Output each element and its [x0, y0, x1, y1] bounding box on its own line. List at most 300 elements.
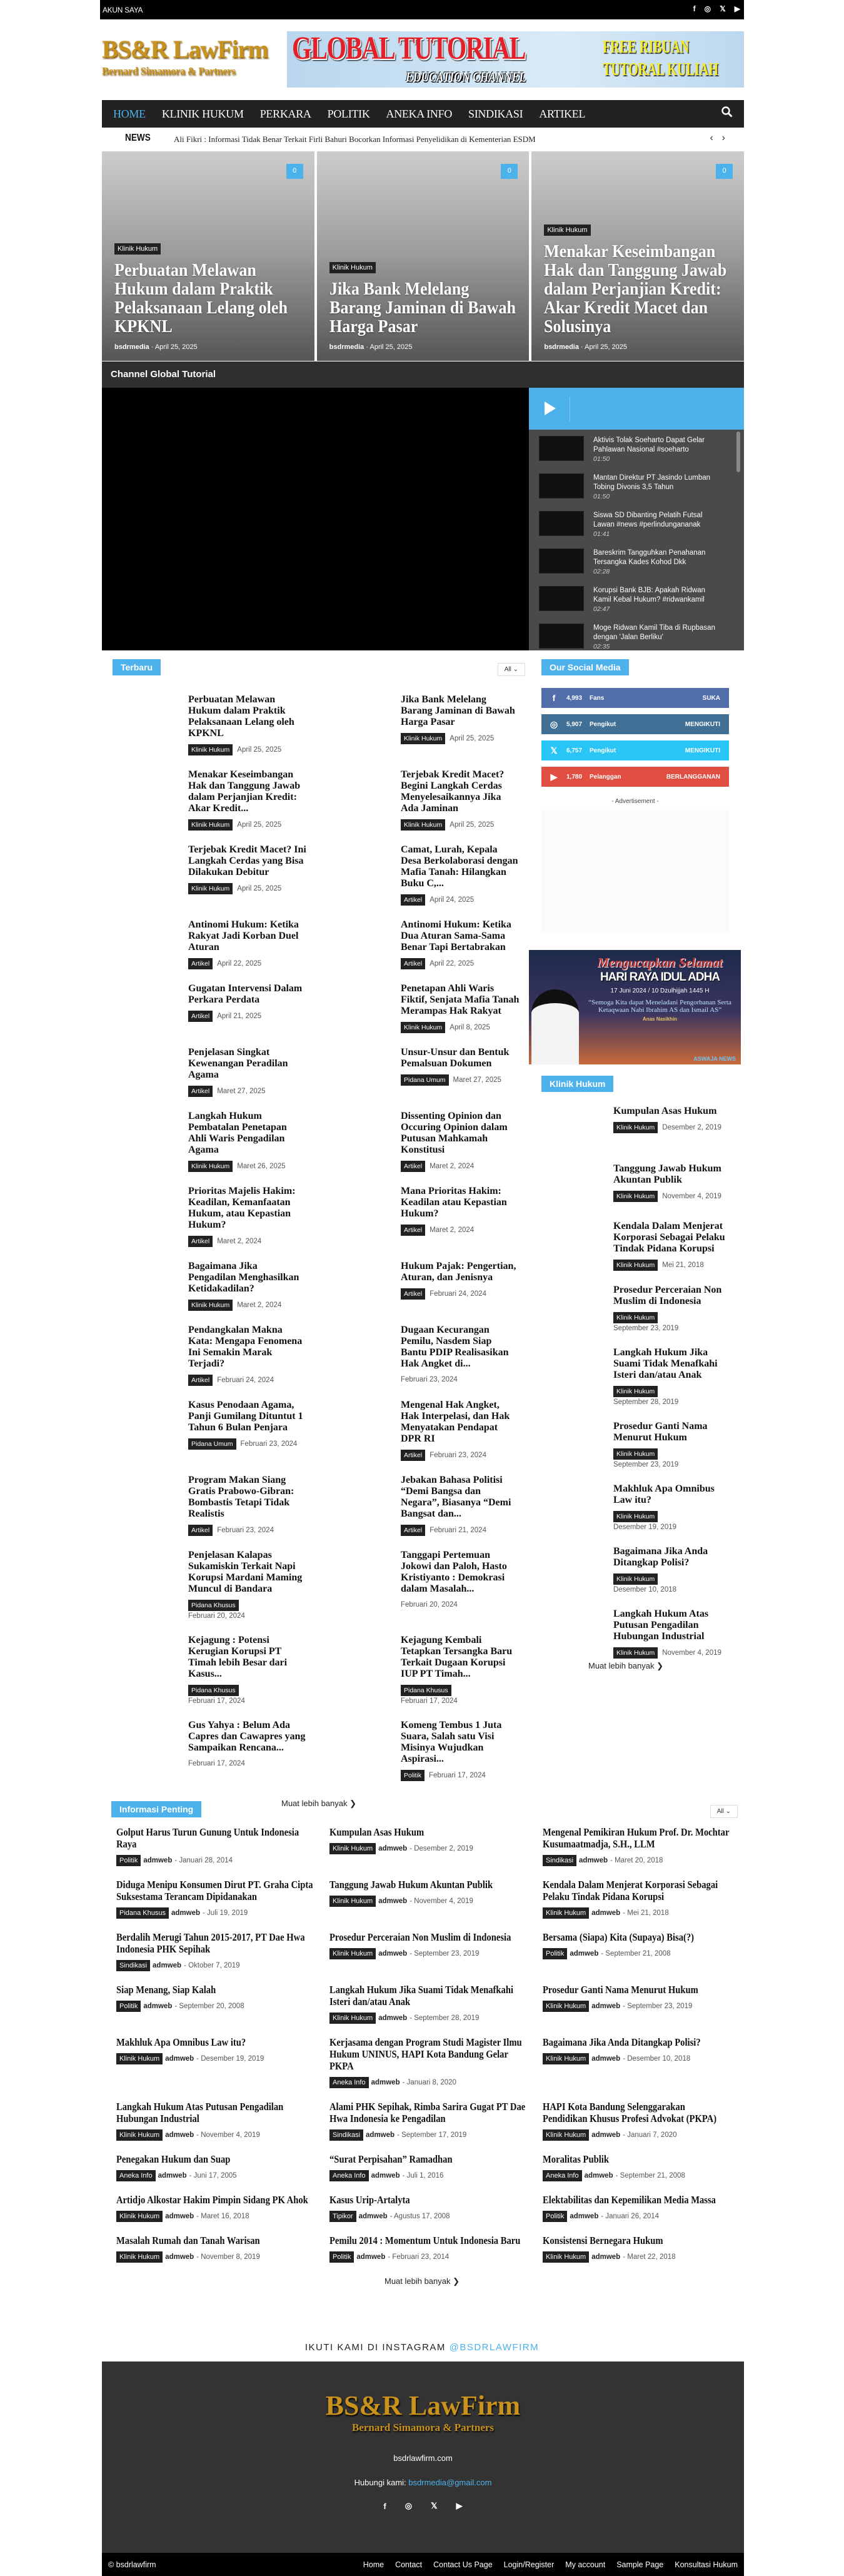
- category-tag[interactable]: Artikel: [401, 1450, 425, 1461]
- post-title[interactable]: Penetapan Ahli Waris Fiktif, Senjata Mafia Tanah Merampas Hak Rakyat: [401, 983, 520, 1016]
- category-tag[interactable]: Klinik Hukum: [613, 1448, 658, 1460]
- category-tag[interactable]: Pidana Khusus: [116, 1907, 169, 1919]
- post-date: April 25, 2025: [154, 343, 198, 351]
- post-title[interactable]: Terjebak Kredit Macet? Begini Langkah Cerdas Menyelesaikannya Jika Ada Jaminan: [401, 769, 505, 814]
- nav-item-klinik-hukum[interactable]: KLINIK HUKUM: [161, 107, 244, 120]
- post-title[interactable]: Kejagung : Potensi Kerugian Korupsi PT Timah lebih Besar dari Kasus...: [188, 1635, 288, 1679]
- list-item: [113, 919, 325, 983]
- video-title[interactable]: Korupsi Bank BJB: Apakah Ridwan Kamil Kebal Hukum? #ridwankamil: [593, 587, 705, 604]
- list-item: [325, 983, 525, 1047]
- post-meta: Klinik Hukum admweb - Desember 2, 2019: [329, 1843, 530, 1854]
- category-filter-dropdown[interactable]: All ⌄: [498, 663, 525, 676]
- x-icon[interactable]: 𝕏: [431, 2501, 438, 2510]
- category-tag[interactable]: Politik: [401, 1770, 425, 1781]
- post-title[interactable]: Penegakan Hukum dan Suap: [116, 2153, 231, 2165]
- author[interactable]: admweb: [358, 2213, 388, 2220]
- youtube-icon[interactable]: ▶: [734, 4, 740, 13]
- author[interactable]: admweb: [378, 1845, 408, 1852]
- terbaru-list: [113, 694, 525, 1795]
- post-meta: Klinik Hukum admweb - Januari 7, 2020: [543, 2129, 731, 2141]
- post-title[interactable]: Mana Prioritas Hakim: Keadilan atau Kepastian Hukum?: [401, 1186, 507, 1219]
- category-tag[interactable]: Pidana Khusus: [188, 1685, 239, 1696]
- post-title[interactable]: Bersama (Siapa) Kita (Supaya) Bisa(?): [543, 1931, 695, 1943]
- post-title[interactable]: Masalah Rumah dan Tanah Warisan: [116, 2235, 260, 2246]
- hero-tile[interactable]: [531, 151, 744, 361]
- post-date: November 4, 2019: [662, 1193, 721, 1200]
- post-title[interactable]: Camat, Lurah, Kepala Desa Berkolaborasi dengan Mafia Tanah: Hilangkan Buku C,...: [401, 844, 518, 889]
- category-tag[interactable]: Klinik Hukum: [544, 225, 590, 236]
- post-title[interactable]: Siap Menang, Siap Kalah: [116, 1984, 216, 1996]
- footer-link[interactable]: Sample Page: [616, 2560, 664, 2569]
- author[interactable]: admweb: [143, 1857, 173, 1864]
- post-title[interactable]: Dugaan Kecurangan Pemilu, Nasdem Siap Bantu PDIP Realisasikan Hak Angket di...: [401, 1325, 509, 1369]
- footer-logo-subtitle: Bernard Simamora & Partners: [351, 2422, 495, 2433]
- category-tag[interactable]: Artikel: [401, 894, 425, 906]
- post-title[interactable]: Moralitas Publik: [543, 2153, 610, 2165]
- playlist-item[interactable]: [529, 505, 744, 542]
- post-date: Maret 2, 2024: [430, 1226, 475, 1234]
- post-date: September 23, 2019: [613, 1325, 679, 1332]
- hero-title[interactable]: Jika Bank Melelang Barang Jaminan di Bawah Harga Pasar: [329, 279, 516, 336]
- post-title[interactable]: Penjelasan Kalapas Sukamiskin Terkait Napi Korupsi Mardani Maming Muncul di Bandara: [188, 1550, 303, 1594]
- post-title[interactable]: Makhluk Apa Omnibus Law itu?: [116, 2036, 246, 2048]
- facebook-icon[interactable]: f: [693, 4, 696, 13]
- video-title[interactable]: Siswa SD Dibanting Pelatih Futsal Lawan #news #perlindungananak: [593, 512, 703, 528]
- footer-bottom-bar: [102, 2553, 744, 2576]
- author[interactable]: admweb: [165, 2253, 194, 2261]
- advertisement-slot[interactable]: [541, 810, 729, 932]
- category-tag[interactable]: Klinik Hukum: [329, 262, 376, 273]
- post-title[interactable]: Bagaimana Jika Anda Ditangkap Polisi?: [613, 1546, 708, 1568]
- post-meta: Klinik Hukum admweb - November 4, 2019: [116, 2129, 317, 2141]
- post-title[interactable]: Kendala Dalam Menjerat Korporasi Sebagai Pelaku Tindak Pidana Korupsi: [543, 1879, 718, 1902]
- nav-item-aneka-info[interactable]: ANEKA INFO: [386, 107, 453, 120]
- post-title[interactable]: Alami PHK Sepihak, Rimba Sarira Gugat PT Dae Hwa Indonesia ke Pengadilan: [329, 2101, 526, 2124]
- post-meta: bsdrmedia · April 25, 2025: [544, 343, 628, 351]
- post-title[interactable]: Langkah Hukum Atas Putusan Pengadilan Hubungan Industrial: [116, 2101, 284, 2124]
- instagram-icon[interactable]: ◎: [404, 2501, 413, 2510]
- post-title[interactable]: Menakar Keseimbangan Hak dan Tanggung Jawab dalam Perjanjian Kredit: Akar Kredit...: [188, 769, 301, 814]
- post-title[interactable]: Gus Yahya : Belum Ada Capres dan Cawapres yang Sampaikan Rencana...: [188, 1720, 306, 1753]
- category-tag[interactable]: Politik: [543, 1948, 567, 1959]
- playlist-item[interactable]: [529, 430, 744, 467]
- post-title[interactable]: Kumpulan Asas Hukum: [613, 1106, 717, 1116]
- category-tag[interactable]: Artikel: [188, 1086, 213, 1097]
- category-tag[interactable]: Klinik Hukum: [329, 1843, 376, 1854]
- category-tag[interactable]: Artikel: [401, 1525, 425, 1536]
- category-tag[interactable]: Politik: [116, 1855, 141, 1866]
- post-title[interactable]: Berdalih Merugi Tahun 2015-2017, PT Dae Hwa Indonesia PHK Sepihak: [116, 1931, 305, 1955]
- category-tag[interactable]: Klinik Hukum: [329, 1896, 376, 1907]
- post-title[interactable]: Makhluk Apa Omnibus Law itu?: [613, 1483, 715, 1505]
- post-title[interactable]: “Surat Perpisahan” Ramadhan: [329, 2153, 453, 2165]
- category-tag[interactable]: Klinik Hukum: [543, 2251, 589, 2263]
- advertisement-label: - Advertisement -: [611, 798, 659, 805]
- post-title[interactable]: Artidjo Alkostar Hakim Pimpin Sidang PK Ahok: [116, 2194, 308, 2206]
- category-tag[interactable]: Artikel: [188, 1011, 213, 1022]
- instagram-icon: ◎: [550, 719, 558, 729]
- social-row-facebook[interactable]: [541, 688, 729, 708]
- post-title[interactable]: Unsur-Unsur dan Bentuk Pemalsuan Dokumen: [401, 1047, 510, 1069]
- list-item: [116, 2194, 329, 2235]
- author[interactable]: admweb: [378, 1950, 408, 1957]
- hero-tile[interactable]: [102, 151, 314, 361]
- footer-link[interactable]: Konsultasi Hukum: [675, 2560, 738, 2569]
- footer-link[interactable]: Login/Register: [503, 2560, 555, 2569]
- post-title[interactable]: Langkah Hukum Pembatalan Penetapan Ahli Waris Pengadilan Agama: [188, 1111, 287, 1155]
- list-item: [325, 1186, 525, 1261]
- list-item: [543, 1931, 744, 1984]
- post-title[interactable]: Bagaimana Jika Pengadilan Menghasilkan Ketidakadilan?: [188, 1261, 299, 1294]
- hero-title[interactable]: Perbuatan Melawan Hukum dalam Praktik Pelaksanaan Lelang oleh KPKNL: [114, 260, 288, 336]
- author[interactable]: admweb: [378, 1897, 408, 1905]
- facebook-icon[interactable]: f: [383, 2501, 386, 2511]
- post-title[interactable]: Langkah Hukum Jika Suami Tidak Menafkahi Isteri dan/atau Anak: [613, 1347, 718, 1380]
- search-icon[interactable]: [721, 106, 733, 118]
- post-meta: [401, 894, 525, 906]
- author[interactable]: bsdrmedia: [544, 343, 579, 351]
- category-tag[interactable]: Artikel: [188, 1525, 213, 1536]
- author[interactable]: admweb: [591, 2131, 621, 2139]
- category-tag[interactable]: Klinik Hukum: [543, 2053, 589, 2064]
- author[interactable]: admweb: [143, 2003, 173, 2010]
- category-tag[interactable]: Sindikasi: [329, 2129, 363, 2141]
- video-title[interactable]: Mantan Direktur PT Jasindo Lumban Tobing Divonis 3,5 Tahun: [593, 474, 711, 491]
- category-tag[interactable]: Pidana Khusus: [188, 1600, 239, 1611]
- post-title[interactable]: Mengenal Hak Angket, Hak Interpelasi, dan Hak Menyatakan Pendapat DPR RI: [401, 1400, 510, 1444]
- post-date: Februari 23, 2024: [240, 1440, 298, 1448]
- category-tag[interactable]: Politik: [543, 2211, 567, 2222]
- post-title[interactable]: Prosedur Perceraian Non Muslim di Indonesia: [613, 1285, 722, 1306]
- post-title[interactable]: Perbuatan Melawan Hukum dalam Praktik Pelaksanaan Lelang oleh KPKNL: [188, 694, 294, 739]
- post-title[interactable]: Elektabilitas dan Kepemilikan Media Massa: [543, 2194, 716, 2206]
- post-title[interactable]: Antinomi Hukum: Ketika Rakyat Jadi Korban Duel Aturan: [188, 919, 299, 952]
- author[interactable]: admweb: [153, 1962, 182, 1969]
- follower-count: 6,757: [566, 747, 583, 754]
- post-title[interactable]: Penjelasan Singkat Kewenangan Peradilan Agama: [188, 1047, 288, 1080]
- list-item: [325, 1400, 525, 1475]
- post-title[interactable]: Dissenting Opinion dan Occuring Opinion dalam Putusan Mahkamah Konstitusi: [401, 1111, 508, 1155]
- category-tag[interactable]: Klinik Hukum: [613, 1312, 658, 1323]
- post-title[interactable]: Tanggapi Pertemuan Jokowi dan Paloh, Hasto Kristiyanto : Demokrasi dalam Masalah...: [401, 1550, 507, 1594]
- social-action-button[interactable]: MENGIKUTI: [685, 720, 720, 728]
- post-title[interactable]: Kumpulan Asas Hukum: [329, 1826, 425, 1838]
- my-account-link[interactable]: AKUN SAYA: [103, 6, 143, 14]
- category-tag[interactable]: Tipikor: [329, 2211, 356, 2222]
- post-meta: [401, 1685, 525, 1706]
- category-tag[interactable]: Artikel: [188, 1236, 213, 1247]
- category-tag[interactable]: Klinik Hukum: [543, 1907, 589, 1919]
- ticker-next-icon[interactable]: ›: [721, 133, 725, 143]
- category-tag[interactable]: Sindikasi: [543, 1855, 576, 1866]
- post-title[interactable]: Jebakan Bahasa Politisi “Demi Bangsa dan Negara”, Biasanya “Demi Bangsat dan...: [401, 1475, 511, 1519]
- social-row-youtube[interactable]: [541, 767, 729, 787]
- playlist-item[interactable]: [529, 617, 744, 650]
- post-title[interactable]: Diduga Menipu Konsumen Dirut PT. Graha Cipta Suksestama Terancam Dipidanakan: [116, 1879, 313, 1902]
- category-tag[interactable]: Pidana Umum: [401, 1074, 449, 1086]
- post-date: April 21, 2025: [217, 1013, 262, 1020]
- author[interactable]: admweb: [570, 2213, 599, 2220]
- category-tag[interactable]: Klinik Hukum: [188, 1161, 233, 1172]
- ticker-headline[interactable]: Ali Fikri : Informasi Tidak Benar Terkait Firli Bahuri Bocorkan Informasi Penyelidikan di Kementerian ESDM: [174, 134, 536, 144]
- post-title[interactable]: Kerjasama dengan Program Studi Magister Ilmu Hukum UNINUS, HAPI Kota Bandung Gelar PKPA: [329, 2036, 522, 2072]
- category-tag[interactable]: Klinik Hukum: [613, 1511, 658, 1522]
- post-title[interactable]: Prosedur Ganti Nama Menurut Hukum: [613, 1421, 708, 1443]
- site-logo[interactable]: [102, 35, 283, 88]
- video-duration: 01:41: [593, 530, 610, 538]
- footer-link[interactable]: My account: [565, 2560, 606, 2569]
- category-tag[interactable]: Klinik Hukum: [329, 2013, 376, 2024]
- post-meta: [188, 1759, 325, 1769]
- category-tag[interactable]: Klinik Hukum: [613, 1647, 658, 1659]
- category-tag[interactable]: Artikel: [401, 958, 425, 969]
- category-tag[interactable]: Klinik Hukum: [401, 733, 445, 744]
- category-tag[interactable]: Klinik Hukum: [401, 819, 445, 831]
- post-title[interactable]: Langkah Hukum Jika Suami Tidak Menafkahi Isteri dan/atau Anak: [329, 1984, 514, 2008]
- post-title[interactable]: Kasus Penodaan Agama, Panji Gumilang Dituntut 1 Tahun 6 Bulan Penjara: [188, 1400, 303, 1433]
- author[interactable]: bsdrmedia: [329, 343, 364, 351]
- hero-tile-content: [114, 243, 306, 351]
- video-title[interactable]: Moge Ridwan Kamil Tiba di Rupbasan dengan 'Jalan Berliku': [593, 624, 715, 641]
- post-title[interactable]: HAPI Kota Bandung Selenggarakan Pendidikan Khusus Profesi Advokat (PKPA): [543, 2101, 717, 2124]
- video-duration: 01:50: [593, 493, 610, 500]
- footer-logo[interactable]: [102, 2391, 744, 2435]
- idul-adha-ad-banner[interactable]: [529, 950, 741, 1064]
- video-duration: 02:47: [593, 605, 610, 613]
- comment-count-badge[interactable]: 0: [716, 164, 733, 179]
- list-item: [541, 1106, 741, 1149]
- post-title[interactable]: Prosedur Ganti Nama Menurut Hukum: [543, 1984, 698, 1996]
- playlist-item[interactable]: [529, 580, 744, 617]
- post-meta: [188, 1086, 325, 1097]
- author[interactable]: admweb: [371, 2079, 400, 2086]
- nav-item-artikel[interactable]: ARTIKEL: [539, 107, 586, 120]
- nav-item-politik[interactable]: POLITIK: [327, 107, 370, 120]
- list-item: [329, 1879, 543, 1931]
- category-tag[interactable]: Klinik Hukum: [613, 1386, 658, 1397]
- category-tag[interactable]: Klinik Hukum: [116, 2129, 163, 2141]
- ticker-prev-icon[interactable]: ‹: [710, 133, 713, 143]
- author[interactable]: admweb: [591, 2055, 621, 2063]
- load-more-button[interactable]: Muat lebih banyak ❯: [281, 1799, 357, 1808]
- ad-brand: ASWAJA NEWS: [693, 1056, 736, 1062]
- instagram-icon[interactable]: ◎: [704, 4, 711, 13]
- post-title[interactable]: Program Makan Siang Gratis Prabowo-Gibran: Bombastis Tetapi Tidak Realistis: [188, 1475, 294, 1519]
- footer-link[interactable]: Home: [363, 2560, 384, 2569]
- category-tag[interactable]: Klinik Hukum: [116, 2251, 163, 2263]
- author[interactable]: admweb: [165, 2055, 194, 2063]
- social-media-widget: [541, 659, 729, 932]
- social-action-button[interactable]: MENGIKUTI: [685, 747, 720, 754]
- post-date: Februari 17, 2024: [188, 1697, 245, 1705]
- post-date: Januari 7, 2020: [627, 2131, 677, 2139]
- category-tag[interactable]: Klinik Hukum: [613, 1573, 658, 1585]
- category-tag[interactable]: Aneka Info: [543, 2170, 582, 2181]
- person-photo: [531, 989, 579, 1064]
- section-label: Klinik Hukum: [541, 1076, 613, 1092]
- category-tag[interactable]: Politik: [116, 2001, 141, 2012]
- load-more-button[interactable]: Muat lebih banyak ❯: [384, 2276, 460, 2286]
- post-date: November 4, 2019: [662, 1649, 721, 1657]
- post-title[interactable]: Kejagung Kembali Tetapkan Tersangka Baru Terkait Dugaan Korupsi IUP PT Timah...: [401, 1635, 513, 1679]
- post-title[interactable]: Kasus Urip-Artalyta: [329, 2194, 410, 2206]
- hero-tile[interactable]: [317, 151, 530, 361]
- informasi-penting-section: [116, 1801, 744, 2286]
- post-date: Januari 26, 2014: [605, 2213, 660, 2220]
- post-title[interactable]: Kendala Dalam Menjerat Korporasi Sebagai Pelaku Tindak Pidana Korupsi: [613, 1221, 725, 1254]
- category-tag[interactable]: Aneka Info: [116, 2170, 156, 2181]
- post-title[interactable]: Tanggung Jawab Hukum Akuntan Publik: [329, 1879, 493, 1891]
- playlist-item[interactable]: [529, 467, 744, 505]
- comment-count-badge[interactable]: 0: [501, 164, 518, 179]
- post-title[interactable]: Langkah Hukum Atas Putusan Pengadilan Hubungan Industrial: [613, 1609, 709, 1642]
- author[interactable]: admweb: [165, 2131, 194, 2139]
- author[interactable]: admweb: [356, 2253, 386, 2261]
- social-row-x[interactable]: [541, 740, 729, 760]
- category-tag[interactable]: Pidana Umum: [188, 1438, 236, 1450]
- category-tag[interactable]: Klinik Hukum: [329, 1948, 376, 1959]
- list-item: [541, 1163, 741, 1207]
- hero-title[interactable]: Menakar Keseimbangan Hak dan Tanggung Jawab dalam Perjanjian Kredit: Akar Kredit Macet dan Solusinya: [544, 241, 727, 336]
- author[interactable]: admweb: [158, 2172, 187, 2179]
- post-title[interactable]: Prosedur Perceraian Non Muslim di Indonesia: [329, 1931, 511, 1943]
- author[interactable]: admweb: [378, 2014, 408, 2022]
- nav-item-perkara[interactable]: PERKARA: [259, 107, 311, 120]
- category-tag[interactable]: Klinik Hukum: [543, 2129, 589, 2141]
- post-title[interactable]: Komeng Tembus 1 Juta Suara, Salah satu Visi Misinya Wujudkan Aspirasi...: [401, 1720, 502, 1764]
- author[interactable]: admweb: [366, 2131, 395, 2139]
- post-title[interactable]: Jika Bank Melelang Barang Jaminan di Bawah Harga Pasar: [401, 694, 515, 727]
- post-meta: [613, 1122, 741, 1133]
- post-date: Maret 26, 2025: [237, 1163, 286, 1170]
- video-title[interactable]: Bareskrim Tangguhkan Penahanan Tersangka Kades Kohod Dkk: [593, 549, 706, 566]
- footer-link[interactable]: Contact Us Page: [433, 2560, 493, 2569]
- follower-unit: Pengikut: [590, 720, 616, 728]
- post-title[interactable]: Bagaimana Jika Anda Ditangkap Polisi?: [543, 2036, 701, 2048]
- category-tag[interactable]: Artikel: [188, 958, 213, 969]
- category-tag[interactable]: Sindikasi: [116, 1960, 150, 1971]
- comment-count-badge[interactable]: 0: [286, 164, 303, 179]
- author[interactable]: admweb: [584, 2172, 613, 2179]
- post-date: April 25, 2025: [450, 821, 495, 829]
- channel-header: Channel Global Tutorial: [102, 361, 744, 388]
- category-tag[interactable]: Politik: [329, 2251, 354, 2263]
- video-thumbnail[interactable]: [539, 436, 584, 461]
- video-title[interactable]: Aktivis Tolak Soeharto Dapat Gelar Pahlawan Nasional #soeharto: [593, 437, 705, 453]
- post-title[interactable]: Golput Harus Turun Gunung Untuk Indonesia Raya: [116, 1826, 299, 1850]
- post-title[interactable]: Hukum Pajak: Pengertian, Aturan, dan Jenisnya: [401, 1261, 516, 1283]
- post-title[interactable]: Konsistensi Bernegara Hukum: [543, 2235, 663, 2246]
- nav-item-sindikasi[interactable]: SINDIKASI: [468, 107, 523, 120]
- playlist-scrollbar[interactable]: [736, 432, 740, 472]
- author[interactable]: admweb: [579, 1857, 608, 1864]
- author[interactable]: admweb: [591, 2253, 621, 2261]
- category-tag[interactable]: Klinik Hukum: [116, 2211, 163, 2222]
- category-tag[interactable]: Klinik Hukum: [116, 2053, 163, 2064]
- post-meta: Tipikor admweb - Agustus 17, 2008: [329, 2211, 530, 2222]
- load-more-label: Muat lebih banyak: [588, 1661, 655, 1670]
- footer-link[interactable]: Contact: [395, 2560, 423, 2569]
- category-tag[interactable]: Artikel: [401, 1161, 425, 1172]
- header-banner-ad[interactable]: [287, 31, 744, 88]
- post-title[interactable]: Tanggung Jawab Hukum Akuntan Publik: [613, 1163, 721, 1185]
- post-title[interactable]: Gugatan Intervensi Dalam Perkara Perdata: [188, 983, 303, 1005]
- category-tag[interactable]: Aneka Info: [329, 2170, 369, 2181]
- author[interactable]: admweb: [165, 2213, 194, 2220]
- category-tag[interactable]: Klinik Hukum: [114, 243, 161, 255]
- list-item: [329, 2235, 543, 2275]
- category-tag[interactable]: Klinik Hukum: [613, 1260, 658, 1271]
- post-title[interactable]: Antinomi Hukum: Ketika Dua Aturan Sama-Sama Benar Tapi Bertabrakan: [401, 919, 511, 952]
- category-tag[interactable]: Klinik Hukum: [188, 819, 233, 831]
- social-action-button[interactable]: SUKA: [702, 694, 720, 702]
- post-date: Desember 2, 2019: [414, 1845, 473, 1852]
- youtube-icon[interactable]: ▶: [456, 2501, 463, 2510]
- list-item: [113, 1475, 325, 1550]
- post-title[interactable]: Pendangkalan Makna Kata: Mengapa Fenomena Ini Semakin Marak Terjadi?: [188, 1325, 303, 1369]
- list-item: [543, 2194, 744, 2235]
- category-tag[interactable]: Pidana Khusus: [401, 1685, 451, 1696]
- nav-item-home[interactable]: HOME: [113, 107, 146, 120]
- copyright: © bsdrlawfirm: [108, 2560, 156, 2569]
- category-tag[interactable]: Klinik Hukum: [401, 1022, 445, 1033]
- category-tag[interactable]: Aneka Info: [329, 2077, 369, 2088]
- post-title[interactable]: Pemilu 2014 : Momentum Untuk Indonesia Baru: [329, 2235, 521, 2246]
- category-filter-dropdown[interactable]: All ⌄: [710, 1805, 738, 1818]
- category-tag[interactable]: Klinik Hukum: [188, 883, 233, 894]
- post-title[interactable]: Prioritas Majelis Hakim: Keadilan, Kemanfaatan Hukum, atau Kepastian Hukum?: [188, 1186, 296, 1230]
- social-row-instagram[interactable]: [541, 714, 729, 734]
- video-thumbnail[interactable]: [539, 473, 584, 498]
- playlist-item[interactable]: [529, 542, 744, 580]
- footer-links: [363, 2560, 738, 2569]
- post-title[interactable]: Terjebak Kredit Macet? Ini Langkah Cerdas yang Bisa Dilakukan Debitur: [188, 844, 306, 877]
- list-item: [116, 2153, 329, 2194]
- x-icon[interactable]: 𝕏: [720, 4, 726, 13]
- category-tag[interactable]: Artikel: [188, 1375, 213, 1386]
- video-player[interactable]: [102, 388, 529, 650]
- video-thumbnail[interactable]: [539, 548, 584, 573]
- video-thumbnail[interactable]: [539, 511, 584, 536]
- category-tag[interactable]: Artikel: [401, 1288, 425, 1300]
- category-tag[interactable]: Klinik Hukum: [613, 1122, 658, 1133]
- social-action-button[interactable]: BERLANGGANAN: [666, 773, 720, 780]
- author[interactable]: bsdrmedia: [114, 343, 149, 351]
- list-item: [113, 983, 325, 1047]
- author[interactable]: admweb: [591, 2003, 621, 2010]
- instagram-handle-link[interactable]: @BSDRLAWFIRM: [449, 2342, 540, 2353]
- load-more-button[interactable]: Muat lebih banyak ❯: [588, 1661, 664, 1670]
- category-tag[interactable]: Klinik Hukum: [613, 1191, 658, 1202]
- category-tag[interactable]: Artikel: [401, 1225, 425, 1236]
- author[interactable]: admweb: [570, 1950, 599, 1957]
- post-meta: [613, 1448, 741, 1470]
- video-thumbnail[interactable]: [539, 624, 584, 649]
- post-title[interactable]: Mengenal Pemikiran Hukum Prof. Dr. Mochtar Kusumaatmadja, S.H., LLM: [543, 1826, 730, 1850]
- post-meta: Klinik Hukum admweb - Maret 16, 2018: [116, 2211, 317, 2222]
- category-tag[interactable]: Klinik Hukum: [188, 744, 233, 755]
- post-date: September 28, 2019: [613, 1398, 679, 1406]
- contact-email-link[interactable]: bsdrmedia@gmail.com: [408, 2478, 492, 2487]
- author[interactable]: admweb: [591, 1909, 621, 1917]
- play-icon[interactable]: [545, 402, 556, 415]
- video-thumbnail[interactable]: [539, 586, 584, 611]
- category-tag[interactable]: Klinik Hukum: [543, 2001, 589, 2012]
- category-tag[interactable]: Klinik Hukum: [188, 1300, 233, 1311]
- author[interactable]: admweb: [171, 1909, 201, 1917]
- author[interactable]: admweb: [371, 2172, 400, 2179]
- post-date: November 4, 2019: [201, 2131, 260, 2139]
